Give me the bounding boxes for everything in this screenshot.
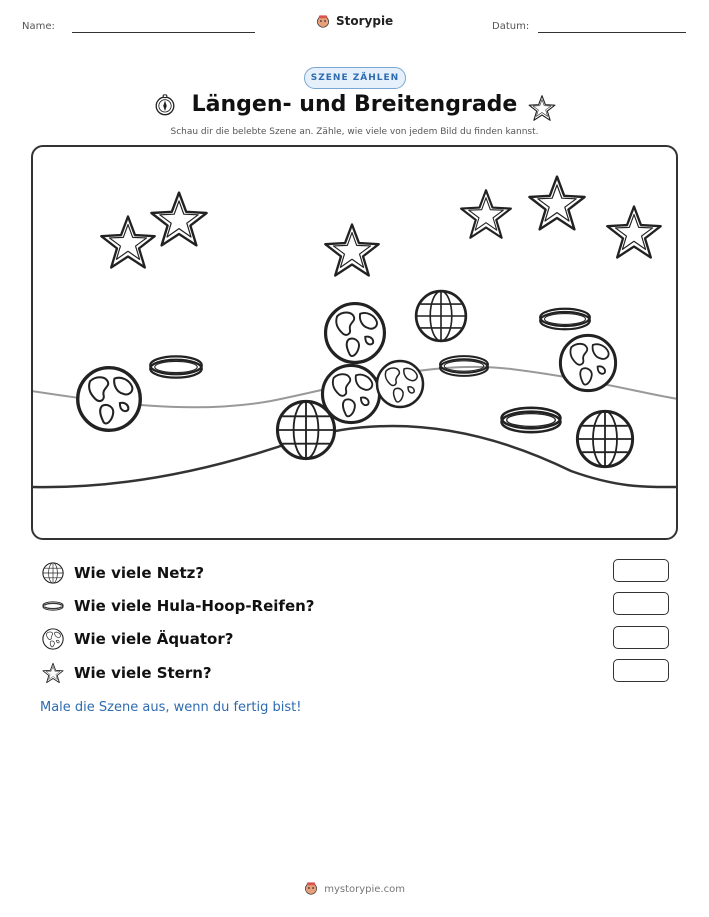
name-label: Name: bbox=[22, 21, 55, 32]
star bbox=[151, 193, 206, 246]
grid-globe bbox=[416, 291, 466, 341]
earth-globe bbox=[326, 304, 385, 363]
footer bbox=[0, 881, 709, 895]
question-text: Wie viele Hula-Hoop-Reifen? bbox=[74, 597, 315, 615]
date-label: Datum: bbox=[492, 21, 530, 32]
earth-globe-icon bbox=[42, 628, 64, 650]
title-star-icon bbox=[528, 94, 556, 122]
star-icon bbox=[42, 662, 64, 684]
earth-globe bbox=[560, 335, 615, 390]
question-text: Wie viele Stern? bbox=[74, 664, 212, 682]
storypie-footer-logo-icon bbox=[304, 881, 318, 895]
date-field[interactable] bbox=[538, 32, 686, 33]
star bbox=[101, 216, 154, 267]
question-star bbox=[42, 661, 212, 685]
earth-globe bbox=[377, 361, 423, 407]
instructions: Schau dir die belebte Szene an. Zähle, wie viele von jedem Bild du finden kannst. bbox=[170, 127, 539, 137]
storypie-logo-icon bbox=[316, 14, 330, 28]
question-text: Wie viele Äquator? bbox=[74, 630, 234, 648]
star bbox=[607, 206, 660, 257]
answer-box-grid-globe[interactable] bbox=[613, 559, 669, 582]
brand bbox=[0, 14, 709, 28]
activity-badge: SZENE ZÄHLEN bbox=[304, 67, 406, 89]
brand-name: Storypie bbox=[335, 14, 394, 28]
hula-hoop bbox=[150, 356, 202, 377]
hula-hoop bbox=[540, 309, 590, 330]
page-title: Längen- und Breitengrade bbox=[191, 92, 518, 117]
coloring-note: Male die Szene aus, wenn du fertig bist! bbox=[40, 700, 302, 715]
star bbox=[461, 190, 511, 238]
earth-globe bbox=[78, 368, 141, 431]
question-earth-globe bbox=[42, 627, 233, 651]
grid-globe bbox=[577, 411, 632, 466]
answer-box-star[interactable] bbox=[613, 659, 669, 682]
grid-globe bbox=[277, 401, 334, 458]
counting-scene bbox=[31, 145, 678, 540]
star bbox=[325, 224, 378, 275]
question-text: Wie viele Netz? bbox=[74, 564, 205, 582]
question-grid-globe bbox=[42, 561, 204, 585]
grid-globe-icon bbox=[42, 562, 64, 584]
answer-box-earth-globe[interactable] bbox=[613, 626, 669, 649]
name-field[interactable] bbox=[72, 32, 255, 33]
question-hoop bbox=[42, 594, 315, 618]
hula-hoop bbox=[502, 408, 561, 432]
hoop-icon bbox=[42, 599, 64, 613]
footer-url[interactable]: mystorypie.com bbox=[324, 884, 405, 895]
answer-box-hoop[interactable] bbox=[613, 592, 669, 615]
star bbox=[529, 177, 584, 230]
